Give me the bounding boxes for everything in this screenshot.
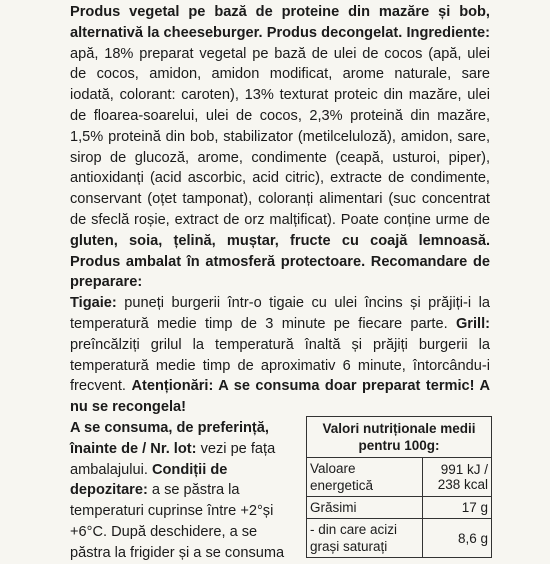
ingredients-text: apă, 18% preparat vegetal pe bază de ulei de cocos (apă, ulei de cocos, amidon, amidon modificat, arome naturale, sare iodată, colorant: caroten), 13% texturat proteic din mazăre, ulei de floarea-soarelui, ulei de cocos, 2,3% proteină din mazăre, 1,5% proteină din bob, stabilizator (metilceluloză), amidon, sare, sirop de glucoză, arome, condimente (ceapă, usturoi, piper), antioxidanți (acid ascorbic, acid citric), extracte de condimente, conservant (oțet tamponat), coloranți alimentari (suc concentrat de sfeclă roșie, extract de orz malțificat). Poate conține urme de [70,45,490,228]
allergens-text: gluten, soia, țelină, muștar, fructe cu coajă lemnoasă. Produs ambalat în atmosferă protectoare. [70,232,490,270]
table-row [307,458,492,497]
best-before-text: vezi pe fața ambalajului. [70,440,276,478]
best-before-label: A se consuma, de preferință, înainte de / Nr. lot: [70,420,269,457]
nutrient-label: Grăsimi [307,497,423,519]
nutrition-table [306,416,492,558]
nutrient-value: 8,6 g [423,519,492,558]
pan-text: puneți burgerii într-o tigaie cu ulei încins și prăjiți-i la temperatură medie timp de 3 minute pe fiecare parte. [70,295,490,332]
table-row [307,497,492,519]
preparation-label: Recomandare de preparare: [70,253,490,291]
storage-text: a se păstra la temperaturi cuprinse între +2°și +6°C. După deschidere, a se păstra la frigider și a se consuma [70,482,285,561]
nutrient-label: - din care acizi grași saturați [307,519,423,558]
table-row [307,519,492,558]
storage-label: Condiții de depozitare: [70,461,228,499]
nutrient-value: 991 kJ / 238 kcal [423,458,492,497]
storage-info [70,418,300,564]
grill-text: preîncălziți grilul la temperatură înaltă și prăjiți burgerii la temperatură medie timp de aproximativ 6 minute, întorcându-i frecvent. [70,336,490,395]
pan-label: Tigaie: [70,295,117,312]
ingredients-label: Ingrediente: [406,24,490,41]
nutrition-title: Valori nutriționale medii pentru 100g: [307,417,492,458]
warnings-text: Atenționări: A se consuma doar preparat termic! A nu se recongela! [70,378,490,416]
grill-label: Grill: [455,315,490,332]
product-description [70,2,490,418]
product-title: Produs vegetal pe bază de proteine din mazăre și bob, alternativă la cheeseburger. Produs decongelat. [70,4,490,41]
nutrient-value: 17 g [423,497,492,519]
nutrient-label: Valoare energetică [307,458,423,497]
